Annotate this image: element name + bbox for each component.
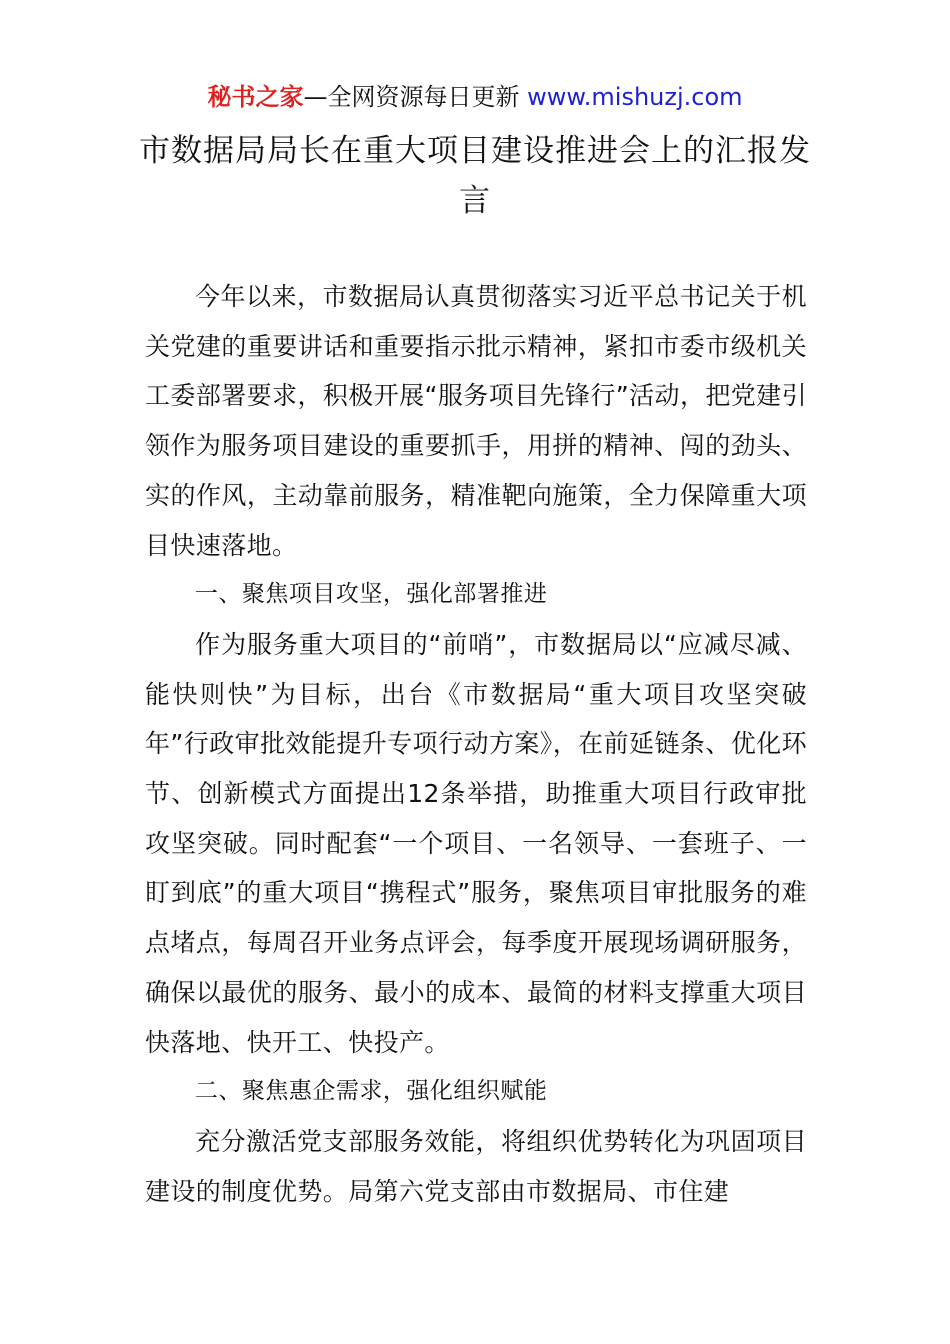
brand-name: 秘书之家 (207, 83, 304, 111)
section-1-paragraph: 作为服务重大项目的“前哨”，市数据局以“应减尽减、能快则快”为目标，出台《市数据局“重大项目攻坚突破年”行政审批效能提升专项行动方案》，在前延链条、优化环节、创新模式方面提出12条举措，助推重大项目行政审批攻坚突破。同时配套“一个项目、一名领导、一套班子、一盯到底”的重大项目“携程式”服务，聚焦项目审批服务的难点堵点，每周召开业务点评会，每季度开展现场调研服务，确保以最优的服务、最小的成本、最简的材料支撑重大项目快落地、快开工、快投产。 (145, 629, 807, 1057)
section-2-paragraph: 充分激活党支部服务效能，将组织优势转化为巩固项目建设的制度优势。局第六党支部由市数据局、市住建 (145, 1126, 807, 1206)
section-2-heading: 二、聚焦惠企需求，强化组织赋能 (194, 1078, 548, 1105)
document-title: 市数据局局长在重大项目建设推进会上的汇报发言 (139, 133, 811, 219)
intro-paragraph: 今年以来，市数据局认真贯彻落实习近平总书记关于机关党建的重要讲话和重要指示批示精神，紧扣市委市级机关工委部署要求，积极开展“服务项目先锋行”活动，把党建引领作为服务项目建设的重要抓手，用拼的精神、闯的劲头、实的作风，主动靠前服务，精准靶向施策，全力保障重大项目快速落地。 (145, 282, 807, 560)
header-tagline: —全网资源每日更新 (303, 83, 528, 111)
section-1-heading: 一、聚焦项目攻坚，强化部署推进 (194, 581, 548, 608)
watermark-header (0, 82, 950, 112)
document-body (145, 272, 807, 1216)
site-link[interactable]: www.mishuzj.com (527, 83, 743, 111)
